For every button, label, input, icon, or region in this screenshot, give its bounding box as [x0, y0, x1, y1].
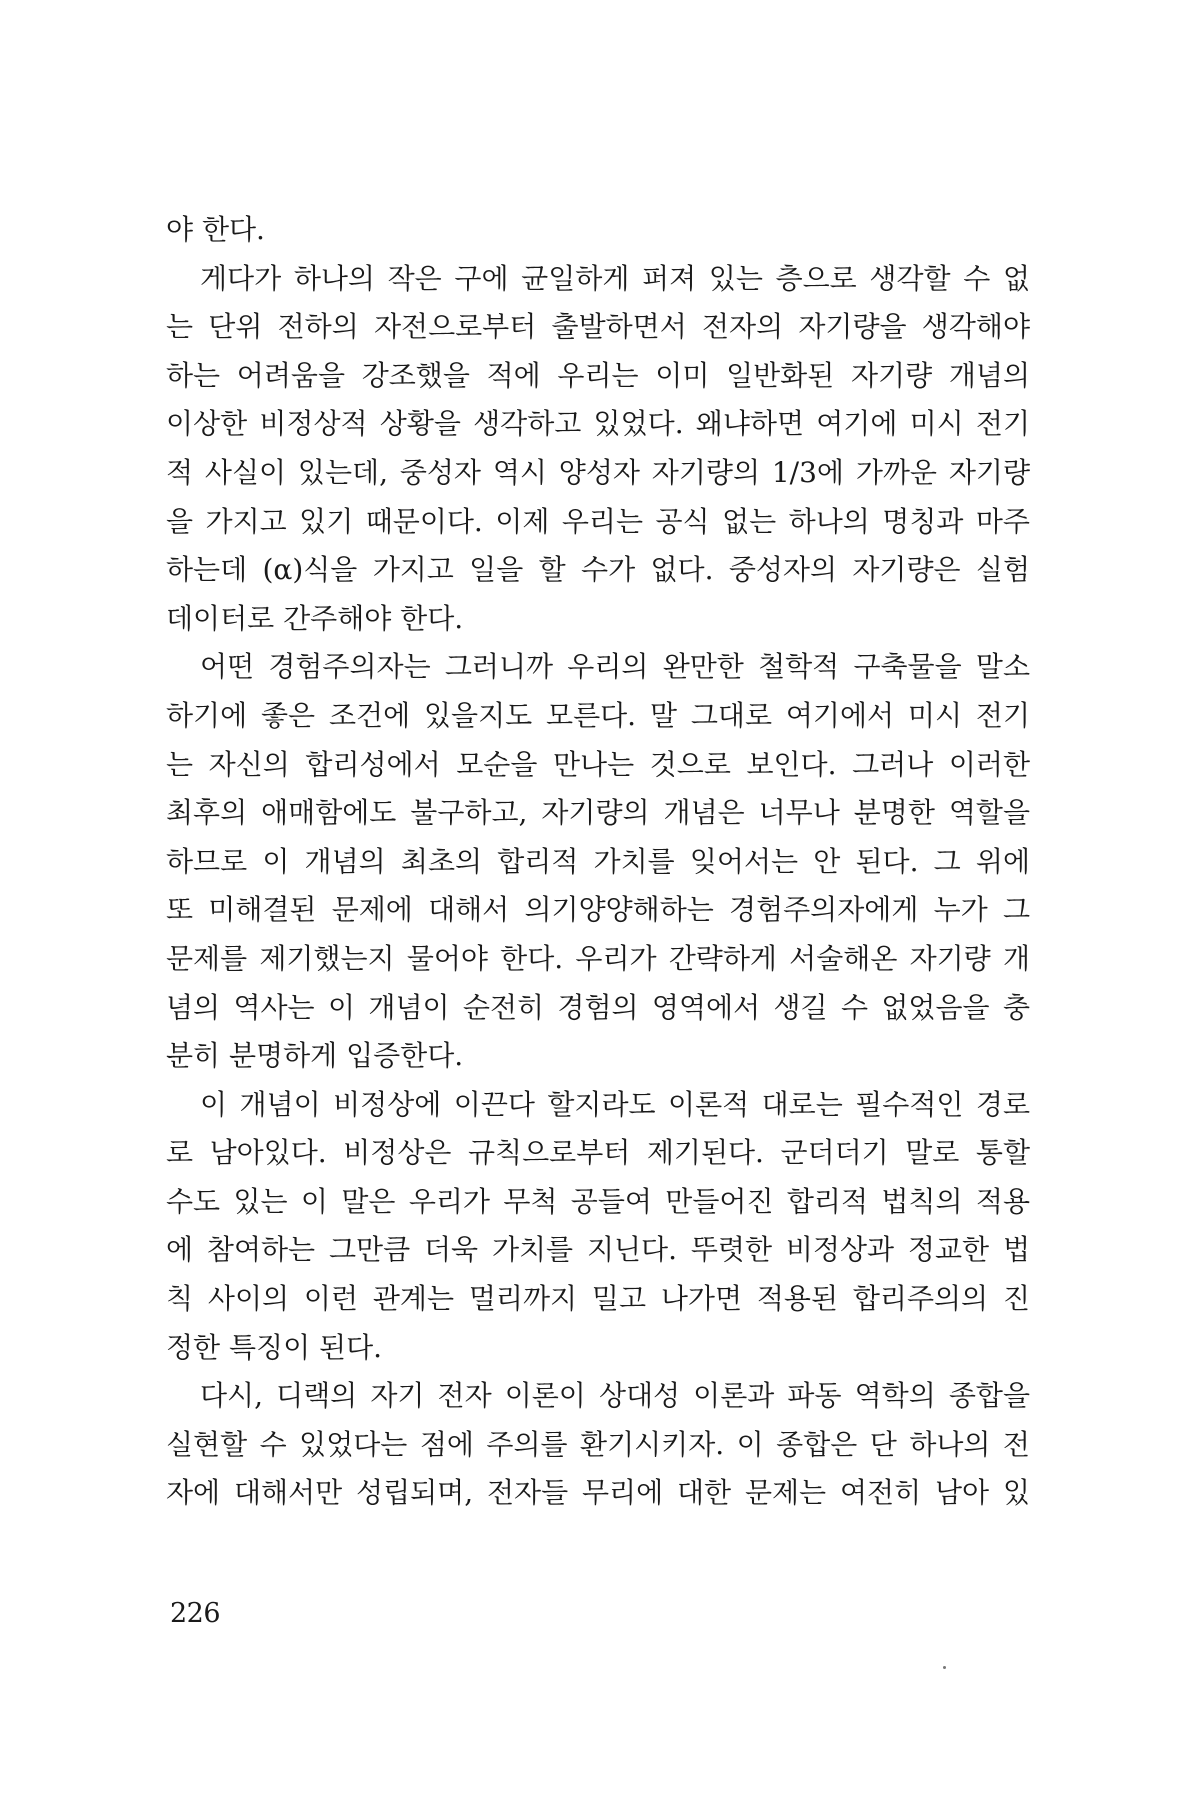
text-line: 데이터로 간주해야 한다. [166, 601, 464, 635]
text-line: 하므로 이 개념의 최초의 합리적 가치를 잊어서는 안 된다. 그 위에 [166, 844, 1030, 878]
text-line: 이 개념이 비정상에 이끈다 할지라도 이론적 대로는 필수적인 경로 [200, 1087, 1030, 1121]
text-line: 다시, 디랙의 자기 전자 이론이 상대성 이론과 파동 역학의 종합을 [200, 1379, 1030, 1413]
text-line: 칙 사이의 이런 관계는 멀리까지 밀고 나가면 적용된 합리주의의 진 [166, 1282, 1030, 1316]
text-line: 하는데 (α)식을 가지고 일을 할 수가 없다. 중성자의 자기량은 실험 [166, 553, 1030, 587]
text-line: 에 참여하는 그만큼 더욱 가치를 지닌다. 뚜렷한 비정상과 정교한 법 [166, 1233, 1030, 1267]
page-number: 226 [170, 1598, 221, 1629]
body-text [166, 206, 1030, 1518]
text-line: 최후의 애매함에도 불구하고, 자기량의 개념은 너무나 분명한 역할을 [166, 796, 1030, 830]
scan-speck [943, 1666, 946, 1669]
text-line: 로 남아있다. 비정상은 규칙으로부터 제기된다. 군더더기 말로 통할 [166, 1136, 1030, 1170]
text-line: 적 사실이 있는데, 중성자 역시 양성자 자기량의 1/3에 가까운 자기량 [166, 455, 1030, 489]
text-line: 자에 대해서만 성립되며, 전자들 무리에 대한 문제는 여전히 남아 있 [166, 1476, 1030, 1510]
text-line: 수도 있는 이 말은 우리가 무척 공들여 만들어진 합리적 법칙의 적용 [166, 1184, 1030, 1218]
text-line: 게다가 하나의 작은 구에 균일하게 퍼져 있는 층으로 생각할 수 없 [200, 261, 1030, 295]
text-line: 야 한다. [166, 213, 265, 246]
text-line: 는 단위 전하의 자전으로부터 출발하면서 전자의 자기량을 생각해야 [166, 310, 1030, 344]
text-line: 을 가지고 있기 때문이다. 이제 우리는 공식 없는 하나의 명칭과 마주 [166, 504, 1030, 538]
text-line: 문제를 제기했는지 물어야 한다. 우리가 간략하게 서술해온 자기량 개 [166, 941, 1030, 975]
text-line: 는 자신의 합리성에서 모순을 만나는 것으로 보인다. 그러나 이러한 [166, 747, 1030, 781]
text-line: 정한 특징이 된다. [166, 1330, 383, 1364]
text-line: 하기에 좋은 조건에 있을지도 모른다. 말 그대로 여기에서 미시 전기 [166, 698, 1030, 732]
text-line: 또 미해결된 문제에 대해서 의기양양해하는 경험주의자에게 누가 그 [166, 893, 1030, 927]
text-line: 하는 어려움을 강조했을 적에 우리는 이미 일반화된 자기량 개념의 [166, 358, 1030, 392]
text-line: 이상한 비정상적 상황을 생각하고 있었다. 왜냐하면 여기에 미시 전기 [166, 407, 1030, 441]
text-line: 념의 역사는 이 개념이 순전히 경험의 영역에서 생길 수 없었음을 충 [166, 990, 1030, 1024]
text-line: 어떤 경험주의자는 그러니까 우리의 완만한 철학적 구축물을 말소 [200, 650, 1030, 684]
text-line: 실현할 수 있었다는 점에 주의를 환기시키자. 이 종합은 단 하나의 전 [166, 1427, 1030, 1461]
text-line: 분히 분명하게 입증한다. [166, 1039, 464, 1073]
